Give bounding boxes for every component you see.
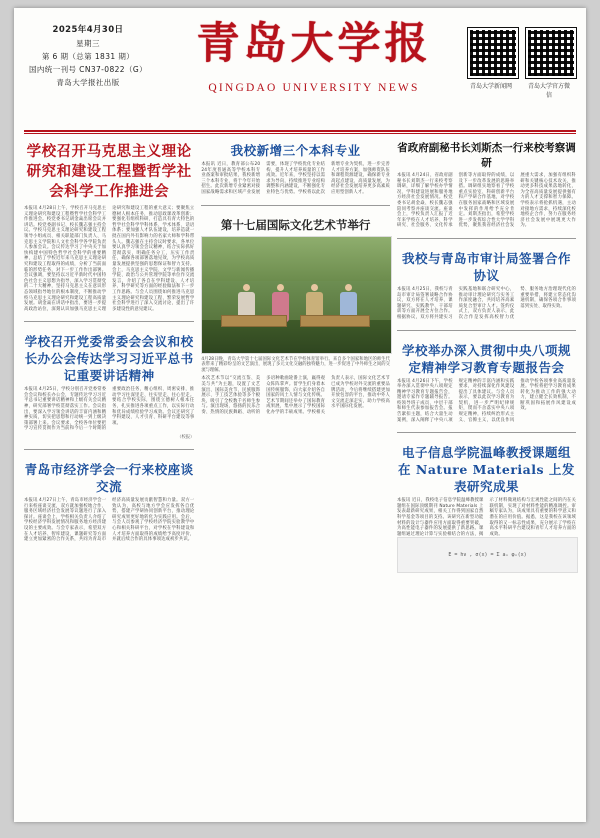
article-headline: 学校召开马克思主义理论研究和建设工程暨哲学社会科学工作推进会 <box>26 143 192 200</box>
article-body: 本报讯 4月26日下午，学校举办深入贯彻中央八项规定精神学习教育专题报告会，邀请专家作专题辅导报告。校领导班子成员、中层干部和师生代表参加报告会。报告紧扣主题，结合大量生动案例，深入阐释了中央八项规定精神的丰富内涵和实践要求，对持续深化作风建设提出了具体建议。与会人员表示，要以此次学习教育为契机，进一步严明纪律规矩，锲而不舍落实中央八项规定精神，持续纠治形式主义、官僚主义，以优良作风推动学校各项事业高质量发展。学校将把学习教育成果转化为推动工作的强大动力，建立健全长效机制，不断巩固和拓展作风建设成效。 <box>396 378 576 423</box>
qr-code-wechat[interactable] <box>526 28 572 99</box>
publication-issue: 第 6 期（总第 1831 期） <box>41 52 135 61</box>
performer-head <box>243 284 250 291</box>
article-headline: 我校与青岛市审计局签署合作协议 <box>401 250 571 283</box>
article-headline: 省政府副秘书长刘斯杰一行来校考察调研 <box>397 142 576 169</box>
article-headline: 电子信息学院温峰教授课题组在 Nature Materials 上发表研究成果 <box>398 445 575 495</box>
divider <box>201 205 390 206</box>
article-headline: 学校召开党委常委会会议和校长办公会传达学习习近平总书记重要讲话精神 <box>24 334 194 384</box>
divider <box>397 432 576 433</box>
newspaper-page <box>14 8 586 822</box>
article-new-majors <box>201 140 390 196</box>
masthead <box>14 8 586 128</box>
article-economics-society <box>24 459 194 543</box>
article-headline: 第十七届国际文化艺术节举行 <box>220 217 371 232</box>
performer-head <box>345 284 352 291</box>
newspaper-title-en: QINGDAO UNIVERSITY NEWS <box>208 82 420 94</box>
article-eight-regulations-report <box>397 340 576 424</box>
photo-caption: 4月28日晚，青岛大学第十七届国际文化艺术节在学校体育馆举行。来自多个国家和地区的师生代表带来了精彩纷呈的文艺演出，展现了多元文化交融的独特魅力，进一步促进了中外师生之间的交流与理解。 <box>201 356 390 373</box>
article-body: 本报讯 4月24日，省政府副秘书长刘斯杰一行来校考察调研，详细了解学校办学情况、学科建设进展和服务地方经济社会发展情况。校党委书记胡金焱、校长魏志强陪同考察并座谈交流。座谈会上，学校负责人汇报了近年来学校在人才培养、科学研究、社会服务、文化传承创新等方面取得的成绩，以及下一步改革发展的思路举措。调研组实地察看了学校重点实验室、科研创新平台和产学研合作基地，对学校在服务国家战略和区域发展中发挥的作用给予充分肯定。刘斯杰指出，希望学校进一步发挥综合性大学学科优势，聚焦我省经济社会发展重大需求，加强有组织科研和关键核心技术攻关，推动更多科技成果落地转化，为全省高质量发展提供强有力的人才支撑和智力保障。学校表示将抢抓机遇，主动对接地方需求，持续深化校地校企合作，努力在服务经济社会发展中展现更大作为。 <box>396 173 576 229</box>
masthead-divider <box>24 130 576 132</box>
divider <box>397 238 576 239</box>
research-formula-figure: E = hν , σ(x) = Σ aₙ φₙ(x) <box>397 537 578 573</box>
publication-weekday: 星期三 <box>76 39 100 48</box>
column-right <box>397 140 576 814</box>
divider <box>24 321 194 322</box>
article-body: 本报讯 4月28日上午，学校召开马克思主义理论研究和建设工程暨哲学社会科学工作推进会。校党委书记胡金焱出席会议并讲话。校党委副书记、校长魏志强主持会议。学校马克思主义理论研究和建设工程领导小组成员、相关职能部门负责人、马克思主义学院和人文社会科学各学院负责人参加会议。会议传达学习了中央关于加快构建中国特色哲学社会科学的重要精神，总结了学校近年来马克思主义理论研究和建设工程取得的成绩，分析了当前面临的形势任务，对下一步工作作出部署。会议强调，要坚持以习近平新时代中国特色社会主义思想为指导，深入学习贯彻党的二十大精神，坚持马克思主义在意识形态领域指导地位的根本制度，不断推动学校马克思主义理论研究和建设工程高质量发展。胡金焱在讲话中指出，要进一步提高政治站位，深刻认识加强马克思主义理论研究和建设工程的重大意义；要聚焦立德树人根本任务，推动思政课改革创新；要强化有组织科研，打造具有青大特色的哲学社会科学学科体系、学术体系、话语体系；要加强人才队伍建设，培养造就一批在国内外有影响力的名家大师和学科带头人。魏志强在主持会议时要求，各单位要认真学习领会会议精神，结合实际抓好贯彻落实，明确任务分工，压实工作责任，确保各项部署落地见效，为学校高质量发展提供坚强的思想保证和智力支持。会上，马克思主义学院、文学与新闻传播学院、政治与公共管理学院等单位作交流发言，介绍了各自在学科建设、人才培养、科学研究等方面的经验做法和下一步工作思路。与会人员围绕如何推进马克思主义理论研究和建设工程、繁荣发展哲学社会科学进行了深入交流讨论，提出了许多建设性的意见建议。 <box>24 206 195 312</box>
qr-code-website[interactable] <box>468 28 514 99</box>
article-lead <box>24 140 194 312</box>
article-headline: 学校举办深入贯彻中央八项规定精神学习教育专题报告会 <box>401 342 571 375</box>
article-nature-materials <box>397 442 576 573</box>
divider <box>397 330 576 331</box>
article-body: 本报讯 近日，我校电子信息学院温峰教授课题组在国际顶级期刊 Nature Materials 上发表最新研究成果，相关工作得到国家自然科学基金等项目的支持。该研究在新型功能材料的设计与器件应用方面取得重要突破，为高性能电子器件的发展提供了新思路。课题组通过理论计算与实验相结合的方法，揭示了材料微观结构与宏观性能之间的内在关联机制，实现了对材料性能的精准调控。审稿专家认为，该成果具有重要的科学意义和潜在的应用价值。据悉，这是我校在该领域取得的又一标志性成果，充分展示了学校在高水平科研平台建设和青年人才培养方面的成效。 <box>396 498 576 537</box>
masthead-publication-info <box>28 24 148 89</box>
divider <box>24 449 194 450</box>
qr-code-icon[interactable] <box>468 28 518 78</box>
qr-caption: 青岛大学官方微信 <box>527 83 570 99</box>
column-center <box>201 140 390 814</box>
article-audit-agreement <box>397 248 576 321</box>
article-headline: 我校新增三个本科专业 <box>230 143 361 158</box>
photo-instrument <box>221 315 287 327</box>
performer-head <box>277 284 284 291</box>
article-body: 本次艺术节以“交流互鉴、美美与共”为主题，设置了文艺演出、国际美食节、民族服饰展示、手工技艺体验等多个板块，吸引了全校数千名师生参与。演出现场，悠扬的民乐合奏、热情的民族舞蹈、动听的多语种歌曲轮番上演，赢得观众阵阵掌声。留学生们身着本国传统服饰，向大家介绍各自国家的风土人情与文化传统。艺术节期间还举办了国际教育成果展，集中展示了学校国际化办学的丰硕成果。学校相关负责人表示，国际文化艺术节已成为学校对外交流的重要品牌活动，今后将继续搭建更加开放包容的平台，推动中外人文交流走深走实，助力学校高水平国际化发展。 <box>201 376 390 415</box>
article-body: 本报讯 近日，教育部公布2024年度普通高等学校本科专业备案和审批结果，我校新增三个本科专业，将于今年开始招生。此次新增专业紧密对接国家战略需求和区域产业发展需要，体现了学校优化专业结构、提升人才培养质量的工作成效。近年来，学校坚持以需求为导向，持续推进专业结构调整和内涵建设，不断强化专业特色与优势。学校将以此次新增专业为契机，进一步完善人才培养方案，加强师资队伍和课程资源建设，确保新专业高起点建设、高质量发展，为经济社会发展培养更多高素质应用型创新人才。 <box>201 162 390 195</box>
qr-code-group <box>468 28 572 99</box>
article-byline: （校报） <box>177 435 195 441</box>
publication-date: 2025年4月30日 <box>52 25 124 35</box>
article-body: 本报讯 4月27日上午，青岛市经济学会一行来校座谈交流，双方就加强校地合作、服务区域经济社会发展等议题进行了深入探讨。座谈会上，学校相关负责人介绍了学校经济学科发展情况和服务地方经济建设的主要成效。与会专家表示，希望双方在人才培养、智库建设、课题研究等方面建立更加紧密的合作关系，共同为青岛市经济高质量发展贡献智慧和力量。双方一致认为，高校与地方学会应发挥各自优势，搭建产学研协同创新平台，推动理论研究成果更好地转化为实践应用。会后，与会人员参观了学校经济学院实验教学中心和相关科研平台，对学校在学科建设和人才培养方面取得的成绩给予高度评价，并就后续合作的具体事项达成初步共识。 <box>24 498 195 543</box>
masthead-title-block <box>164 14 464 94</box>
newspaper-title-cn: 青岛大学报 <box>196 19 432 69</box>
article-provincial-visit <box>397 140 576 229</box>
publication-registration: 国内统一刊号 CN37-0822（G） <box>29 65 147 74</box>
article-headline: 青岛市经济学会一行来校座谈交流 <box>24 462 194 495</box>
page-content <box>14 134 586 822</box>
article-party-meeting <box>24 331 194 440</box>
publication-publisher: 青岛大学报社出版 <box>56 78 120 87</box>
arts-festival-photo <box>201 236 392 354</box>
performer-head <box>311 284 318 291</box>
qr-code-icon[interactable] <box>526 28 576 78</box>
photo-background <box>202 237 391 281</box>
article-body: 本报讯 4月25日，我校与青岛市审计局签署战略合作协议，双方将在人才培养、课题研究、实践教学、干部培训等方面开展全方位合作。根据协议，双方将共建实习实践基地和联合研究中心，推动审计理论研究与实务工作深度融合，共同培养高素质复合型审计人才。签约仪式上，双方负责人表示，此次合作是发挥高校智力优势、服务地方治理现代化的重要举措，将建立常态化沟通机制，确保各项合作事项落到实处、取得实效。 <box>396 286 576 320</box>
photo-instrument <box>300 315 370 327</box>
article-body: 本报讯 4月25日，学校分别召开党委常委会会议和校长办公会，专题传达学习习近平总书记重要讲话精神和上级有关会议精神，研究部署学校贯彻落实工作。会议指出，要深入学习领会讲话的丰富内涵和精神实质，切实把思想和行动统一到上级决策部署上来。会议要求，全校各单位要把学习宣传贯彻作为当前和今后一个时期的重要政治任务，精心组织、周密安排，推动学习往深里走、往实里走、往心里走。要结合学校实际，围绕立德树人根本任务，扎实推进各项重点工作，以实际行动和优异成绩检验学习成效。会议还研究了学科建设、人才引育、科研平台建设等事项。 <box>24 387 195 432</box>
qr-caption: 青岛大学新闻网 <box>469 83 512 90</box>
column-left <box>24 140 194 814</box>
article-arts-festival <box>201 215 390 416</box>
